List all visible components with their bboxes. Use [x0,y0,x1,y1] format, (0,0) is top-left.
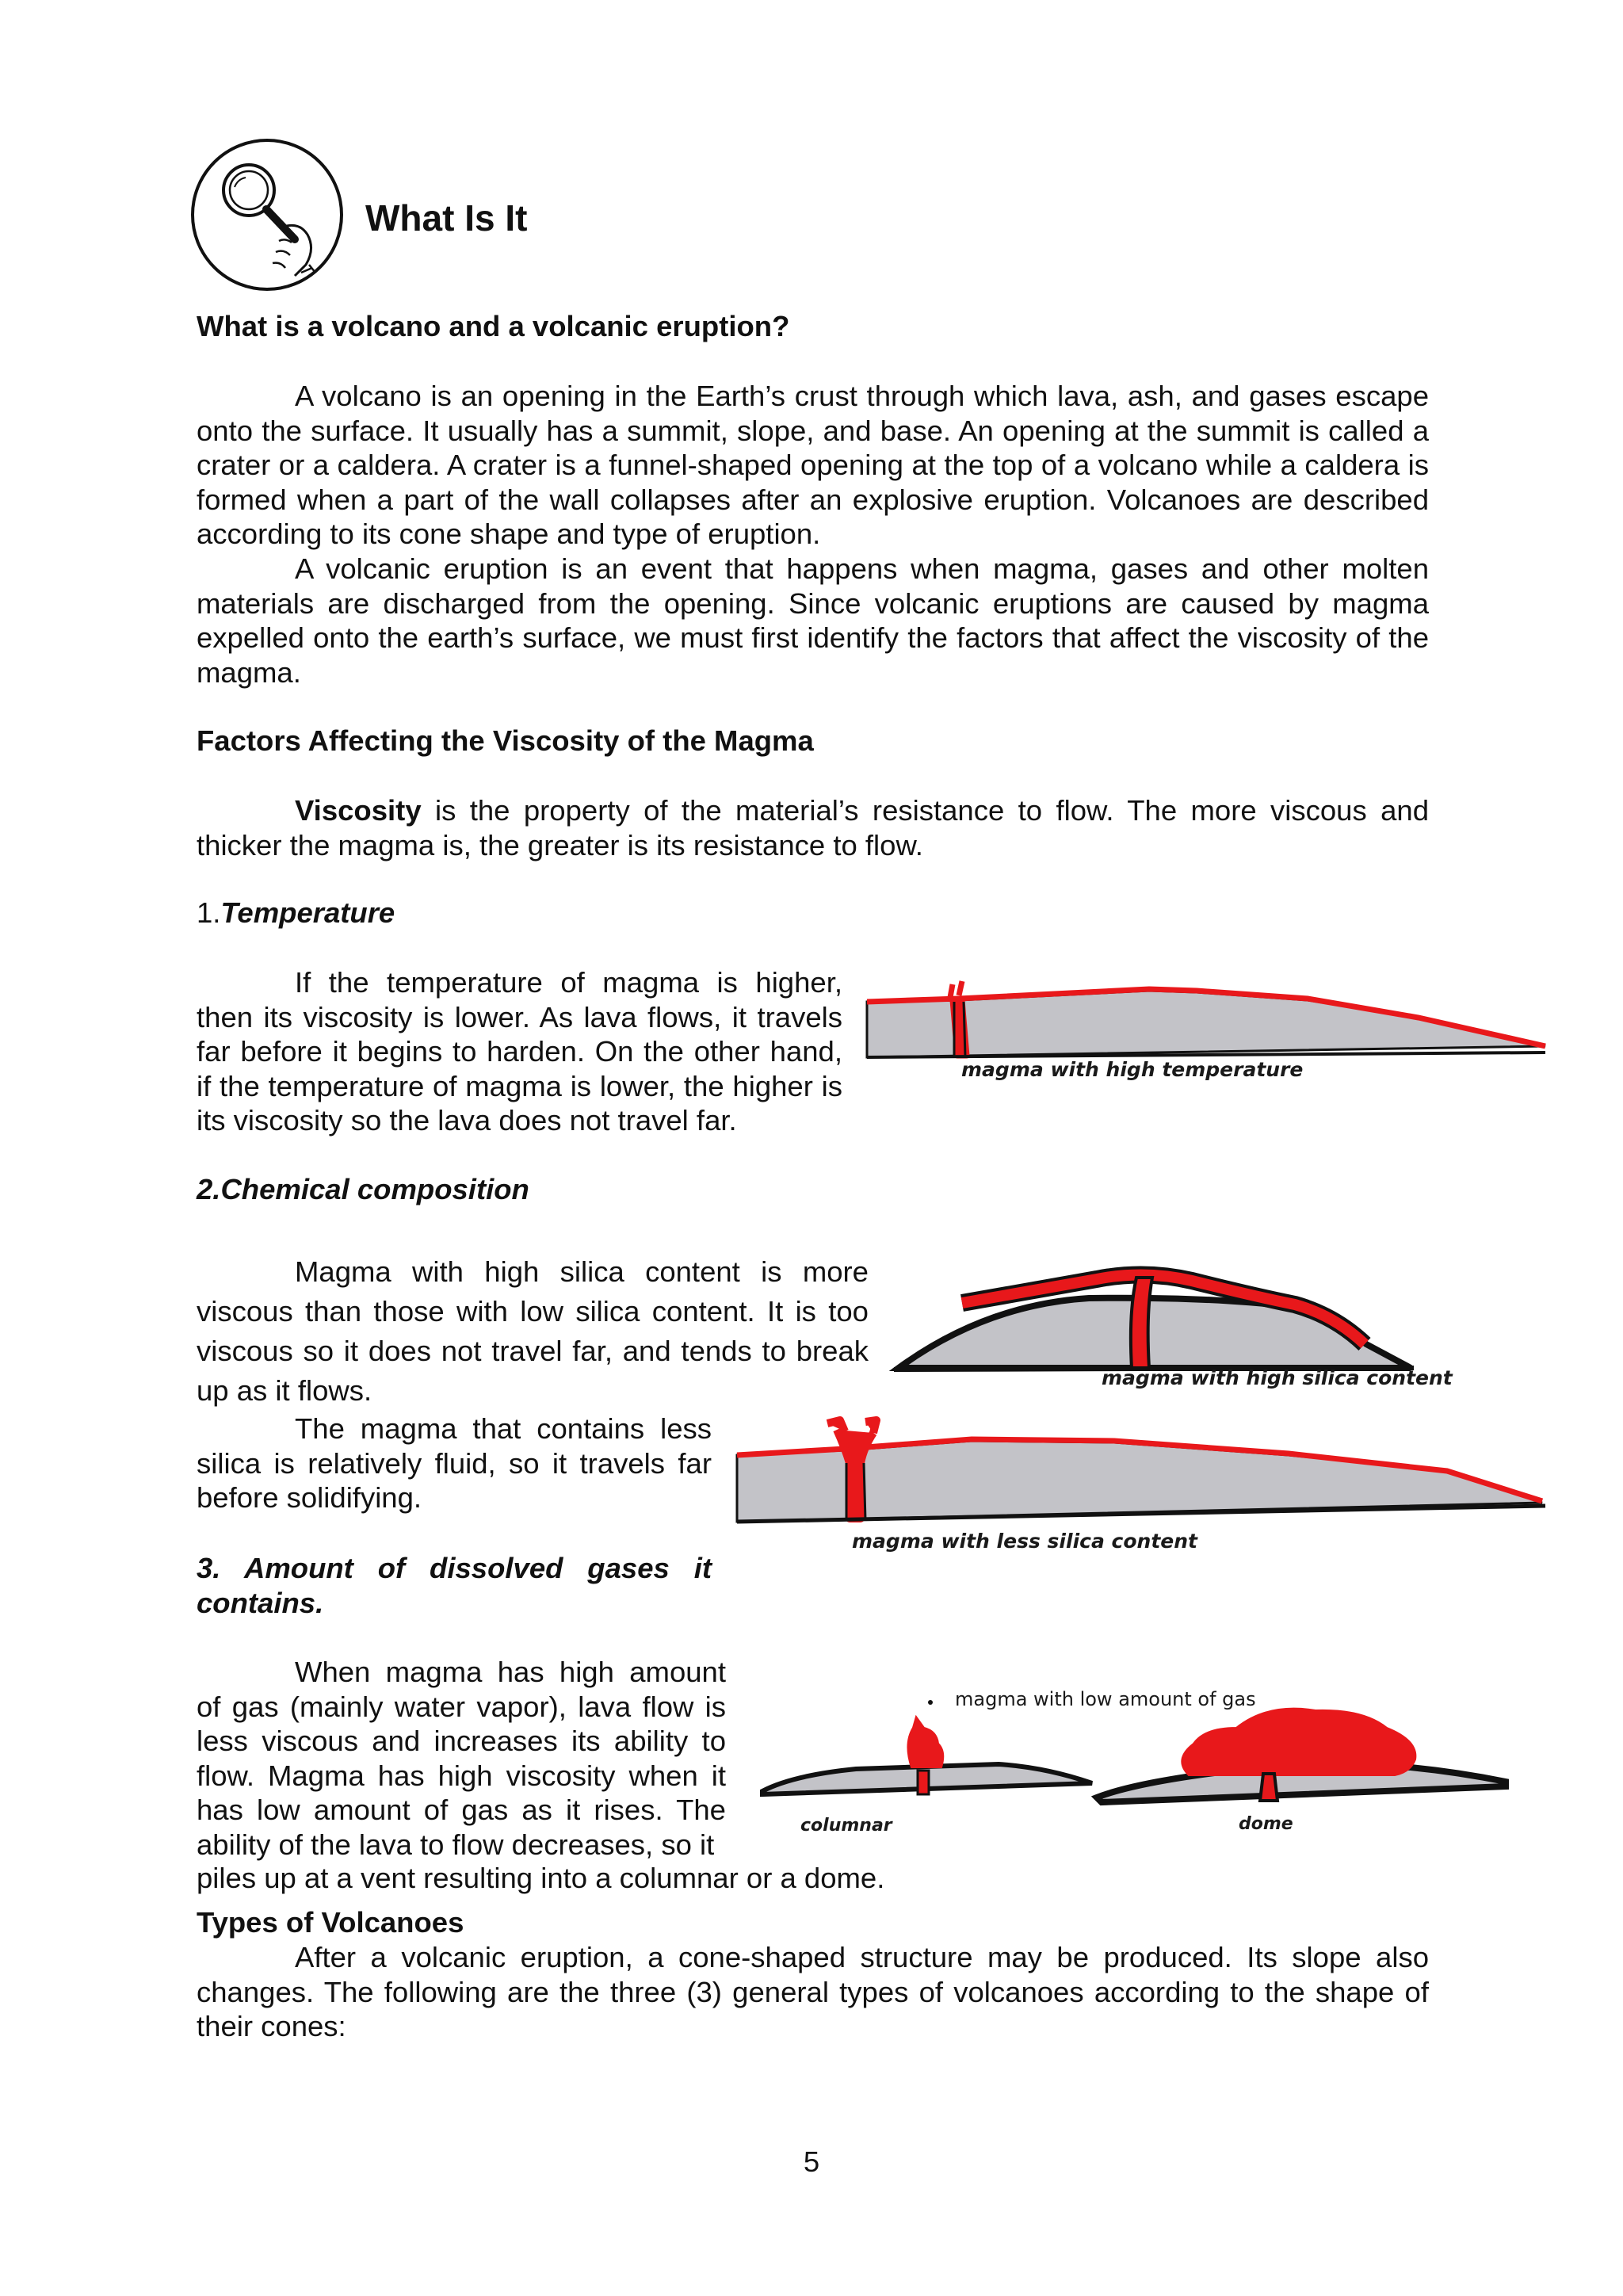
viscosity-term: Viscosity [295,794,422,827]
para-volcano-2: A volcanic eruption is an event that happens when magma, gases and other molten materials are discharged from the opening. Since volcanic eruptions are caused by magma expelled onto the earth’s surface, we must first identify the factors that affect the viscosity of the magma. [197,552,1429,689]
factor3-text: When magma has high amount of gas (mainly water vapor), lava flow is less viscous and increases its ability to flow. Magma has high viscosity when it has low amount of gas as it rises. The ability of the lava to flow decreases, so it [197,1656,726,1861]
types-text: After a volcanic eruption, a cone-shaped structure may be produced. Its slope also changes. The following are the three (3) general types of volcanoes according to the shape of their cones: [197,1941,1429,2043]
factor3-text-block [197,1655,726,1862]
viscosity-definition [197,793,1429,862]
section-title: What Is It [365,197,528,239]
caption-high-temperature: magma with high temperature [961,1058,1304,1081]
types-text-block [197,1940,1429,2044]
factor1-text-block [197,965,842,1138]
diagram-low-gas [761,1696,1514,1823]
factor1-num: 1. [197,896,221,929]
factor2-text-b: The magma that contains less silica is relatively fluid, so it travels far before solidifying. [197,1412,712,1515]
caption-dome: dome [1239,1814,1293,1834]
heading-types: Types of Volcanoes [197,1906,464,1939]
factor2-text-a-block [197,1252,869,1411]
factor1-heading [197,896,395,930]
caption-columnar: columnar [800,1816,892,1836]
magnifying-glass-icon [190,138,344,292]
diagram-less-silica [734,1415,1545,1526]
diagram-high-silica [891,1249,1414,1376]
viscosity-def: is the property of the material’s resistance to flow. The more viscous and thicker the magma is, the greater is its resistance to flow. [197,794,1429,861]
factor2-title: 2.Chemical composition [197,1173,529,1205]
factor3-title: 3. Amount of dissolved gases it contains. [197,1552,712,1619]
para-volcano-1: A volcano is an opening in the Earth’s crust through which lava, ash, and gases escape onto the surface. It usually has a summit, slope, and base. An opening at the summit is called a crater or a caldera. A crater is a funnel-shaped opening at the top of a volcano while a caldera is formed when a part of the wall collapses after an explosive eruption. Volcanoes are described according to its cone shape and type of eruption. [197,380,1429,551]
factor2-text-b-block [197,1412,712,1515]
caption-high-silica: magma with high silica content [1102,1366,1453,1389]
heading-volcano: What is a volcano and a volcanic eruption? [197,310,790,342]
caption-low-gas: magma with low amount of gas [955,1688,1256,1710]
factor1-text: If the temperature of magma is higher, then its viscosity is lower. As lava flows, it travels far before it begins to harden. On the other hand, if the temperature of magma is lower, the higher is its viscosity so the lava does not travel far. [197,966,842,1137]
diagram-high-temperature [864,973,1545,1060]
caption-less-silica: magma with less silica content [852,1530,1197,1553]
heading-factors: Factors Affecting the Viscosity of the Magma [197,724,814,757]
factor1-title: Temperature [220,896,395,929]
factor3-text-end: piles up at a vent resulting into a columnar or a dome. [197,1862,885,1894]
factor2-text-a: Magma with high silica content is more viscous than those with low silica content. It is too viscous so it does not travel far, and tends to break up as it flows. [197,1255,869,1407]
volcano-text [197,379,1429,690]
page-number: 5 [803,2145,820,2178]
